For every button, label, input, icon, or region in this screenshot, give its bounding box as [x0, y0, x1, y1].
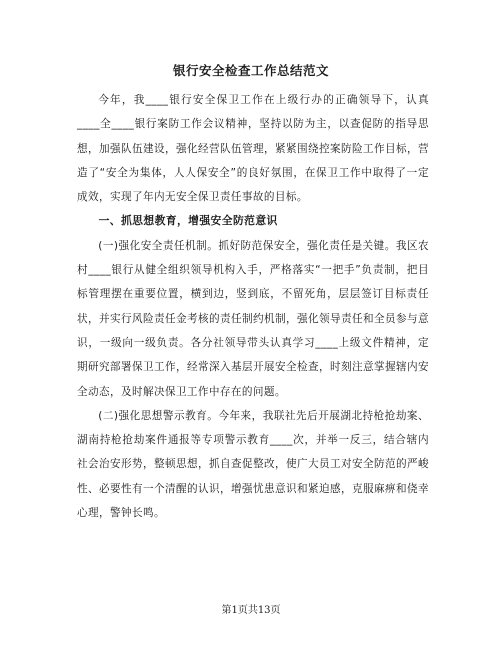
section-heading-1: 一、抓思想教育，增强安全防范意识	[98, 214, 278, 228]
paragraph-warning-education: (二)强化思想警示教育。今年来，我联社先后开展湖北持枪抢劫案、湖南持枪抢劫案件通报等专项警示教育____次，并举一反三，结合辖内社会治安形势，整顿思想，抓自查促整改，使广大员工对安全防范的严峻性、必要性有一个清醒的认识，增强忧患意识和紧迫感，克服麻痹和侥幸心理，警钟长鸣。	[77, 409, 429, 520]
paragraph-responsibility: (一)强化安全责任机制。抓好防范保安全，强化责任是关键。我区农村____银行从健全组织领导机构入手，严格落实“一把手”负责制，把目标管理摆在重要位置，横到边，竖到底，不留死角，层层签订目标责任状，并实行风险责任金考核的责任制约机制，强化领导责任和全员参与意识，一级向一级负责。各分社领导带头认真学习____上级文件精神，定期研究部署保卫工作，经常深入基层开展安全检查，时刻注意掌握辖内安全动态，及时解决保卫工作中存在的问题。	[77, 239, 429, 398]
page-footer: 第1页共13页	[221, 605, 281, 616]
document-body	[77, 88, 429, 525]
document-title: 银行安全检查工作总结范文	[172, 63, 329, 78]
intro-paragraph: 今年，我____银行安全保卫工作在上级行办的正确领导下，认真____全____银行案防工作会议精神，坚持以防为主，以查促防的指导思想，加强队伍建设，强化经营队伍管理，紧紧围绕控案防险工作目标，营造了“安全为集体，人人保安全”的良好氛围，在保卫工作中取得了一定成效，实现了年内无安全保卫责任事故的目标。	[77, 94, 429, 204]
